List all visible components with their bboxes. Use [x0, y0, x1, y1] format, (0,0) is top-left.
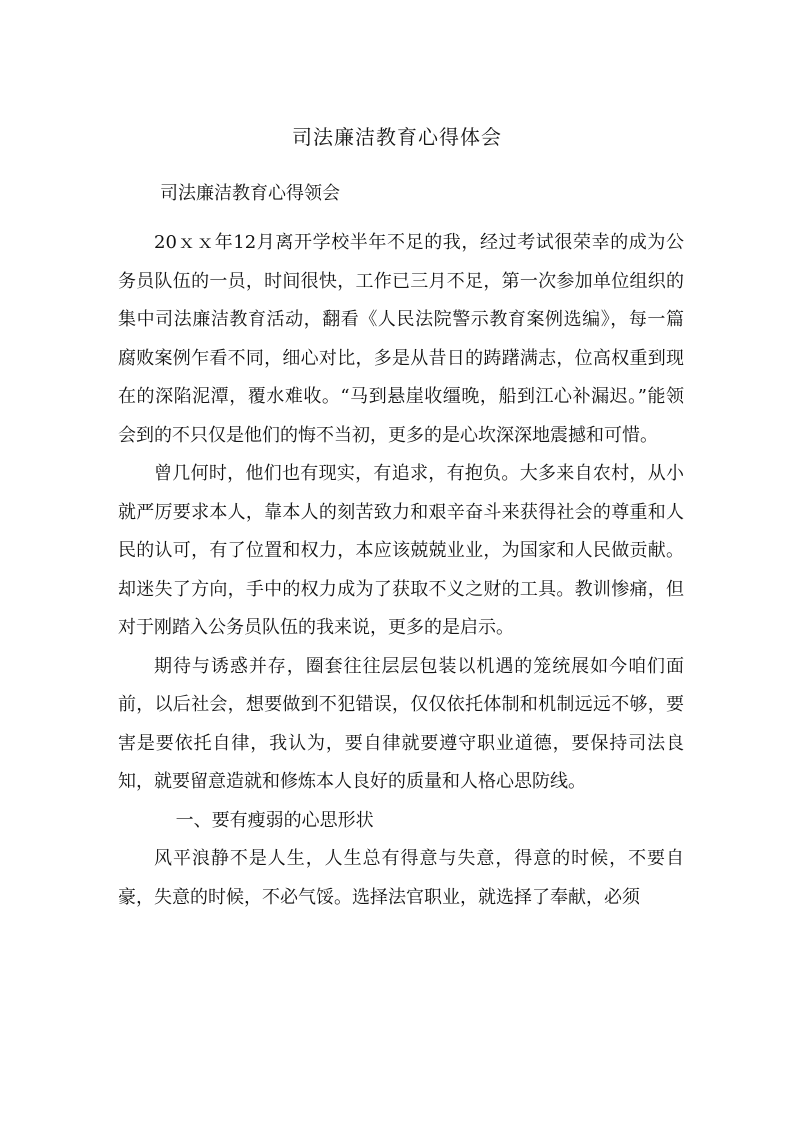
paragraph-4: 风平浪静不是人生，人生总有得意与失意，得意的时候，不要自豪，失意的时候，不必气馁。选择法官职业，就选择了奉献，必须: [118, 848, 684, 908]
document-title: 司法廉洁教育心得体会: [292, 125, 502, 149]
paragraph-3: 期待与诱惑并存，圈套往往层层包装以机遇的笼统展如今咱们面前，以后社会，想要做到不犯错误，仅仅依托体制和机制远远不够，要害是要依托自律，我认为，要自律就要遵守职业道德，要保持司法良知，就要留意造就和修炼本人良好的质量和人格心思防线。: [118, 655, 684, 792]
document-subtitle: 司法廉洁教育心得领会: [160, 183, 340, 204]
paragraph-1: 20ｘｘ年12月离开学校半年不足的我，经过考试很荣幸的成为公务员队伍的一员，时间很快，工作已三月不足，第一次参加单位组织的集中司法廉洁教育活动，翻看《人民法院警示教育案例选编》，每一篇腐败案例乍看不同，细心对比，多是从昔日的踌躇满志，位高权重到现在的深陷泥潭，覆水难收。“马到悬崖收缰晚，船到江心补漏迟。”能领会到的不只仅是他们的悔不当初，更多的是心坎深深地震撼和可惜。: [118, 232, 684, 446]
paragraph-2: 曾几何时，他们也有现实，有追求，有抱负。大多来自农村，从小就严厉要求本人，靠本人的刻苦致力和艰辛奋斗来获得社会的尊重和人民的认可，有了位置和权力，本应该兢兢业业，为国家和人民做贡献。却迷失了方向，手中的权力成为了获取不义之财的工具。教训惨痛，但对于刚踏入公务员队伍的我来说，更多的是启示。: [118, 463, 684, 638]
document-body: [118, 224, 684, 917]
section-heading: 一、要有瘦弱的心思形状: [175, 809, 374, 831]
